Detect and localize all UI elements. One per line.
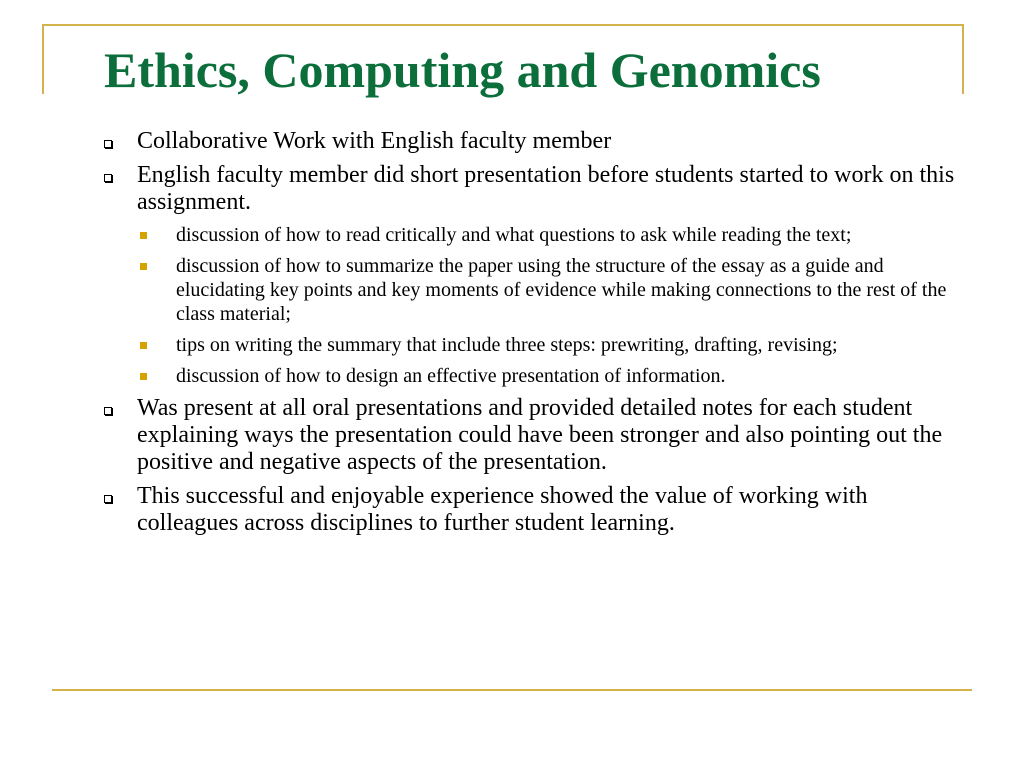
frame-top-line: [42, 24, 964, 26]
sub-bullet-text: tips on writing the summary that include three steps: prewriting, drafting, revising;: [176, 334, 838, 356]
sub-bullet-text: discussion of how to summarize the paper using the structure of the essay as a guide and elucidating key points and key moments of evidence while making connections to the rest of the class material;: [176, 255, 947, 325]
sub-bullet-list: [100, 223, 960, 388]
sub-bullet-item: [100, 364, 960, 388]
bullet-list: [100, 128, 960, 537]
bullet-text: Was present at all oral presentations and provided detailed notes for each student explaining ways the presentation could have been stronger and also pointing out the positive and negative aspects of the presentation.: [137, 395, 943, 475]
frame-left-line: [42, 24, 44, 94]
hollow-square-bullet-icon: [104, 140, 112, 148]
footer-line: [52, 689, 972, 691]
sub-bullet-item: [100, 254, 960, 326]
bullet-text: English faculty member did short presentation before students started to work on this assignment.: [137, 162, 955, 215]
bullet-item: [100, 395, 960, 476]
filled-square-bullet-icon: [140, 232, 147, 239]
hollow-square-bullet-icon: [104, 495, 112, 503]
filled-square-bullet-icon: [140, 263, 147, 270]
hollow-square-bullet-icon: [104, 407, 112, 415]
sub-bullet-item: [100, 333, 960, 357]
bullet-item: [100, 162, 960, 388]
sub-bullet-item: [100, 223, 960, 247]
bullet-text: This successful and enjoyable experience showed the value of working with colleagues across disciplines to further student learning.: [137, 483, 868, 536]
sub-bullet-text: discussion of how to read critically and what questions to ask while reading the text;: [176, 224, 852, 246]
bullet-item: [100, 483, 960, 537]
slide-title: Ethics, Computing and Genomics: [104, 42, 821, 98]
hollow-square-bullet-icon: [104, 174, 112, 182]
filled-square-bullet-icon: [140, 342, 147, 349]
sub-bullet-text: discussion of how to design an effective presentation of information.: [176, 365, 726, 387]
filled-square-bullet-icon: [140, 373, 147, 380]
slide-body: [100, 128, 960, 544]
bullet-text: Collaborative Work with English faculty member: [137, 128, 612, 154]
bullet-item: [100, 128, 960, 155]
